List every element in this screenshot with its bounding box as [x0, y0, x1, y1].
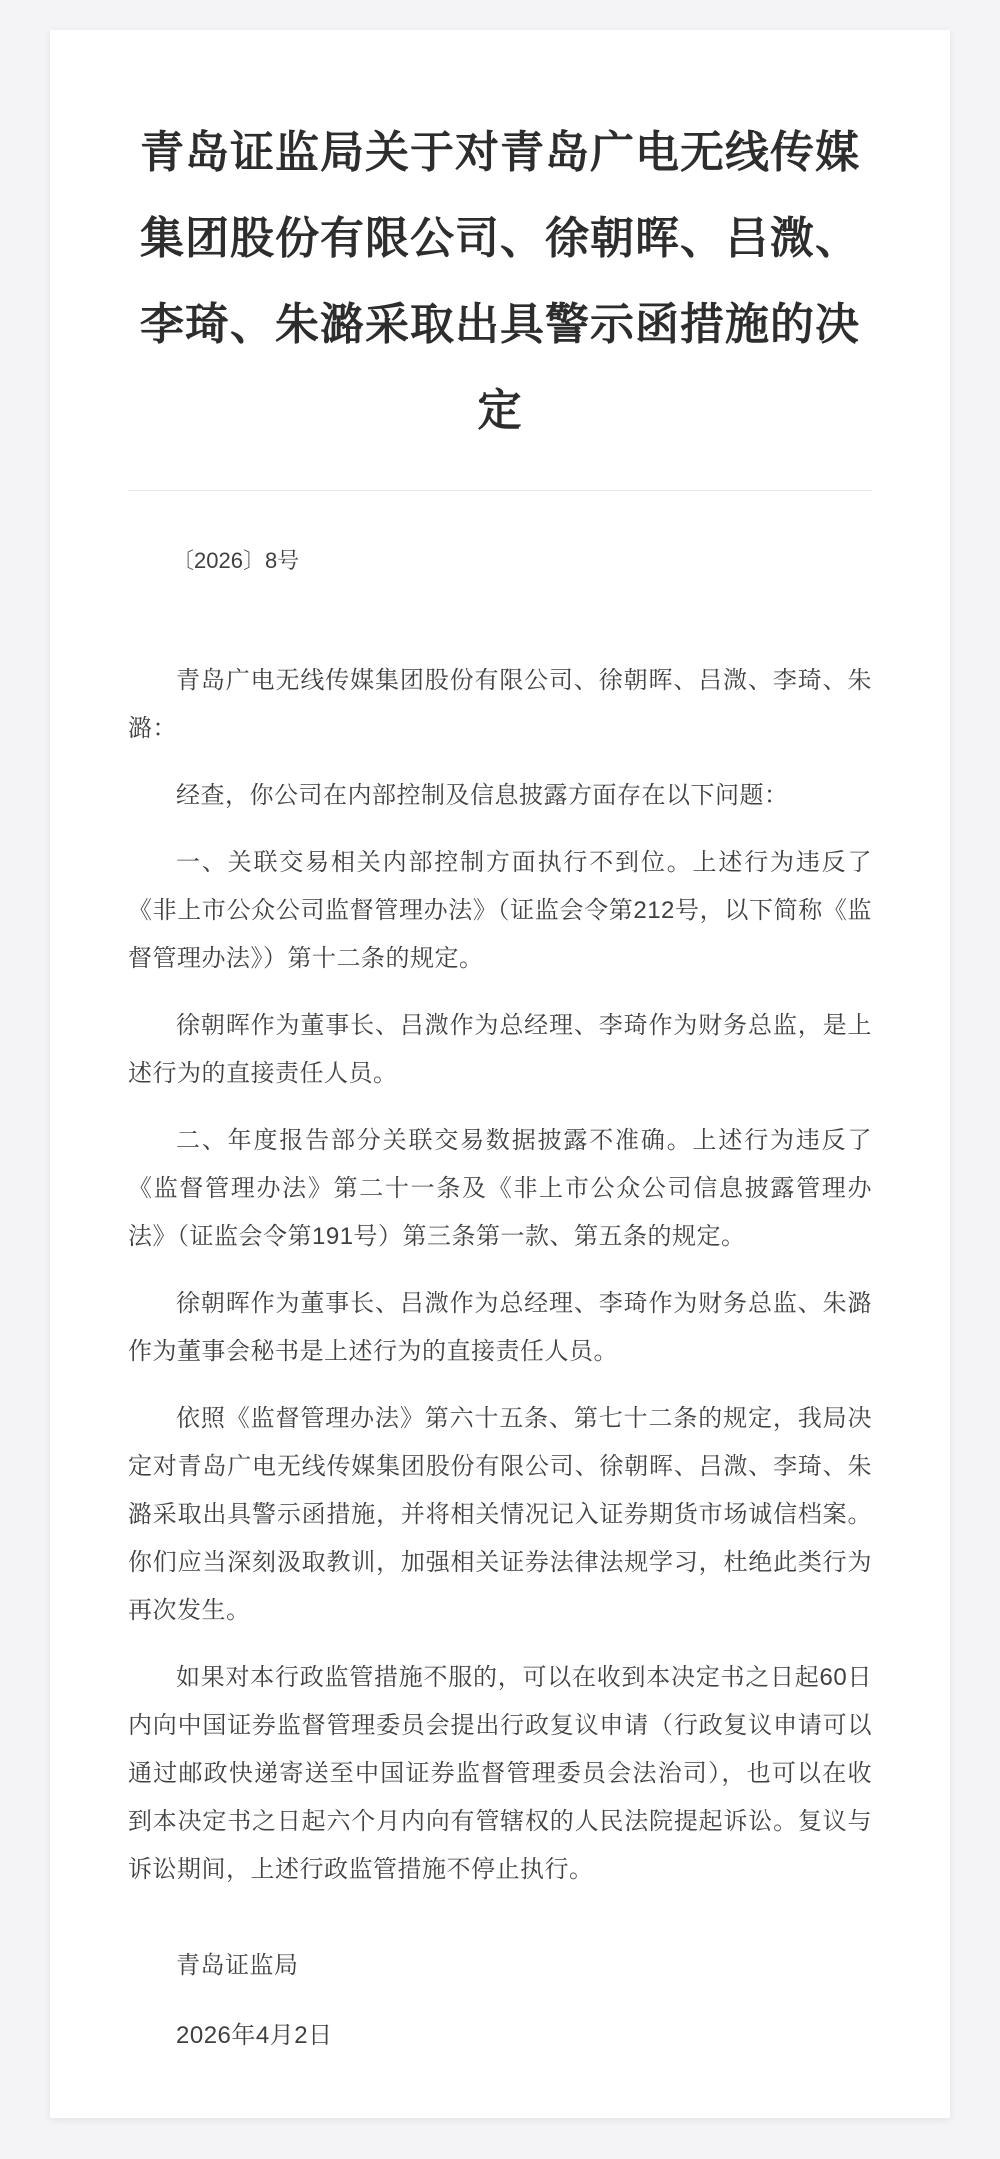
- body-paragraph: 徐朝晖作为董事长、吕溦作为总经理、李琦作为财务总监，是上述行为的直接责任人员。: [128, 1012, 872, 1087]
- salutation-line: 青岛广电无线传媒集团股份有限公司、徐朝晖、吕溦、李琦、朱潞：: [128, 667, 872, 742]
- body-paragraph: 如果对本行政监管措施不服的，可以在收到本决定书之日起60日内向中国证券监督管理委员会提出行政复议申请（行政复议申请可以通过邮政快递寄送至中国证券监督管理委员会法治司），也可以在收到本决定书之日起六个月内向有管辖权的人民法院提起诉讼。复议与诉讼期间，上述行政监管措施不停止执行。: [128, 1664, 872, 1883]
- signature-org: 青岛证监局: [176, 1952, 299, 1979]
- document-card: [50, 30, 950, 2118]
- document-body: [128, 657, 872, 2060]
- paragraph-list: [128, 772, 872, 1894]
- signature-date: 2026年4月2日: [176, 2022, 333, 2049]
- signature-block: [128, 1942, 872, 2060]
- body-paragraph: 一、关联交易相关内部控制方面执行不到位。上述行为违反了《非上市公众公司监督管理办法》（证监会令第212号，以下简称《监督管理办法》）第十二条的规定。: [128, 849, 872, 972]
- body-paragraph: 依照《监督管理办法》第六十五条、第七十二条的规定，我局决定对青岛广电无线传媒集团股份有限公司、徐朝晖、吕溦、李琦、朱潞采取出具警示函措施，并将相关情况记入证券期货市场诚信档案。你们应当深刻汲取教训，加强相关证券法律法规学习，杜绝此类行为再次发生。: [128, 1405, 872, 1624]
- document-title: 青岛证监局关于对青岛广电无线传媒集团股份有限公司、徐朝晖、吕溦、李琦、朱潞采取出具警示函措施的决定: [140, 128, 860, 435]
- body-paragraph: 经查，你公司在内部控制及信息披露方面存在以下问题：: [176, 782, 789, 809]
- doc-number: 〔2026〕8号: [172, 548, 300, 573]
- body-paragraph: 二、年度报告部分关联交易数据披露不准确。上述行为违反了《监督管理办法》第二十一条及《非上市公众公司信息披露管理办法》（证监会令第191号）第三条第一款、第五条的规定。: [128, 1127, 872, 1250]
- title-divider: [128, 490, 872, 491]
- body-paragraph: 徐朝晖作为董事长、吕溦作为总经理、李琦作为财务总监、朱潞作为董事会秘书是上述行为的直接责任人员。: [128, 1290, 872, 1365]
